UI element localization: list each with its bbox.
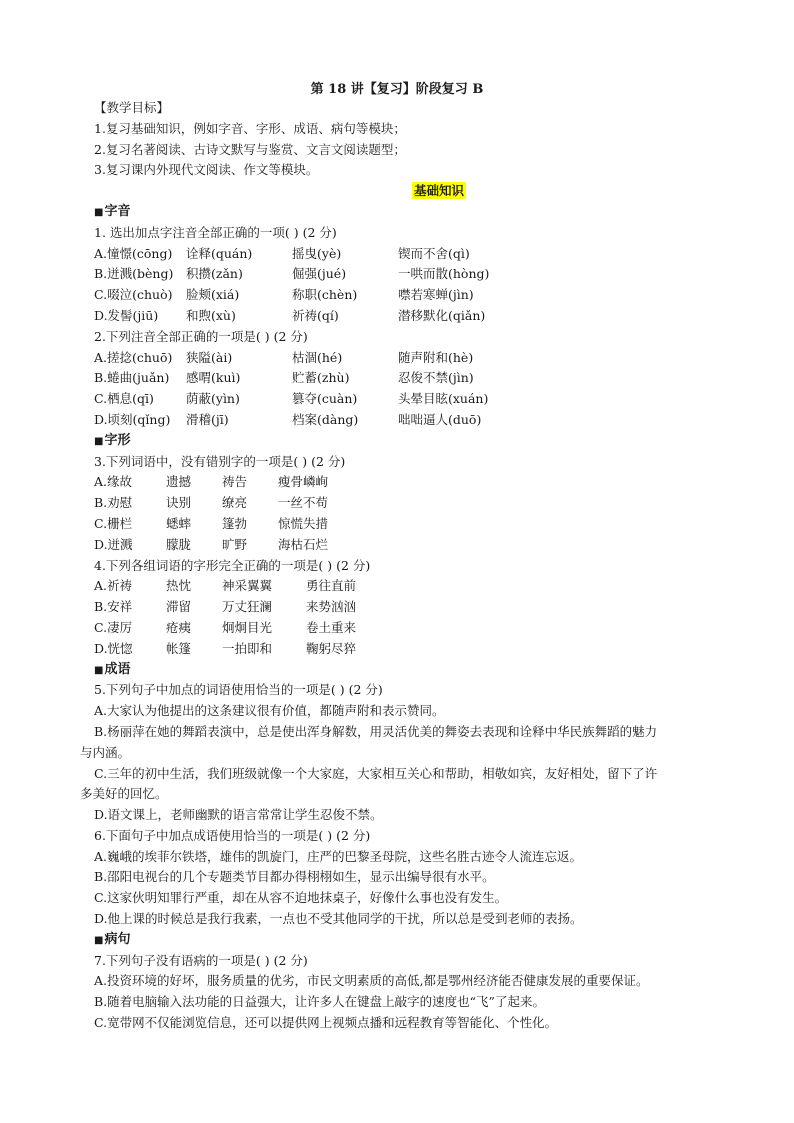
section-zixing <box>94 431 730 452</box>
question-stem: 6.下面句子中加点成语使用恰当的一项是( ) (2 分) <box>94 827 371 843</box>
objective-item: 1.复习基础知识，例如字音、字形、成语、病句等模块； <box>94 120 406 136</box>
option-cell: 来势汹汹 <box>306 599 357 615</box>
option-cell: 勇往直前 <box>306 578 357 594</box>
option-cell: 积攒(zǎn) <box>186 266 243 282</box>
option-cell: 卷土重来 <box>306 619 357 635</box>
option-text: B.随着电脑输入法功能的日益强大，让许多人在键盘上敲字的速度也“飞”了起来。 <box>94 994 545 1010</box>
section-title: 成语 <box>104 661 131 677</box>
option-cell: 祷告 <box>222 474 248 490</box>
option-row <box>94 285 730 306</box>
option-cell: 朦胧 <box>166 536 192 552</box>
option-text: A.巍峨的埃菲尔铁塔，雄伟的凯旋门，庄严的巴黎圣母院，这些名胜古迹令人流连忘返。 <box>94 848 583 864</box>
option-text: B.邵阳电视台的几个专题类节目都办得栩栩如生，显示出编导很有水平。 <box>94 869 495 885</box>
option-cell: 帐篷 <box>166 640 192 656</box>
option-row <box>94 618 730 639</box>
option-row <box>94 410 730 431</box>
option-cell: 篷勃 <box>222 515 248 531</box>
square-bullet-icon: ■ <box>94 206 104 218</box>
section-title: 字音 <box>104 203 131 219</box>
option-cell: B.迸溅(bèng) <box>94 266 174 282</box>
option-cell: 一丝不苟 <box>278 495 329 511</box>
option-cell: D.迸溅 <box>94 536 133 552</box>
option-cell: C.栅栏 <box>94 515 133 531</box>
option-row <box>94 244 730 265</box>
option-row <box>94 389 730 410</box>
option-row <box>94 472 730 493</box>
basic-knowledge-heading-row <box>94 181 730 202</box>
option-text-continued: 与内涵。 <box>80 744 131 760</box>
square-bullet-icon: ■ <box>94 664 104 676</box>
option-cell: 脸颊(xiá) <box>186 287 240 303</box>
basic-knowledge-heading: 基础知识 <box>413 183 464 199</box>
option-row <box>94 597 730 618</box>
option-cell: A.搓捻(chuō) <box>94 349 173 365</box>
objective-item: 2.复习名著阅读、古诗文默写与鉴赏、文言文阅读题型； <box>94 141 406 157</box>
option-cell: 一拍即和 <box>222 640 273 656</box>
section-title: 字形 <box>104 432 131 448</box>
option-cell: 炯炯目光 <box>222 619 273 635</box>
option-cell: 狭隘(ài) <box>186 349 233 365</box>
option-row <box>94 535 730 556</box>
question-stem: 3.下列词语中，没有错别字的一项是( ) (2 分) <box>94 453 346 469</box>
option-cell: 篡夺(cuàn) <box>292 391 358 407</box>
option-row <box>94 514 730 535</box>
option-cell: A.祈祷 <box>94 578 133 594</box>
option-text: B.杨丽萍在她的舞蹈表演中，总是使出浑身解数，用灵活优美的舞姿去表现和诠释中华民族舞蹈的魅力 <box>94 723 658 739</box>
option-row <box>94 348 730 369</box>
option-cell: 潜移默化(qiǎn) <box>398 307 486 323</box>
square-bullet-icon: ■ <box>94 934 104 946</box>
option-text: A.投资环境的好坏，服务质量的优劣，市民文明素质的高低,都是鄂州经济能否健康发展的重要保证。 <box>94 973 649 989</box>
option-cell: 滞留 <box>166 599 192 615</box>
option-cell: 诠释(quán) <box>186 245 253 261</box>
option-cell: 一哄而散(hòng) <box>398 266 490 282</box>
question-stem: 5.下列句子中加点的词语使用恰当的一项是( ) (2 分) <box>94 682 383 698</box>
option-row <box>94 493 730 514</box>
option-cell: 咄咄逼人(duō) <box>398 411 482 427</box>
option-row <box>94 264 730 285</box>
option-cell: 疮痍 <box>166 619 192 635</box>
option-cell: 旷野 <box>222 536 248 552</box>
option-text: C.这家伙明知罪行严重，却在从容不迫地抹桌子，好像什么事也没有发生。 <box>94 890 508 906</box>
question-stem: 1. 选出加点字注音全部正确的一项( ) (2 分) <box>94 224 337 240</box>
option-cell: 荫蔽(yìn) <box>186 391 240 407</box>
option-cell: 和煦(xù) <box>186 307 236 323</box>
objectives-header: 【教学目标】 <box>94 100 170 115</box>
option-cell: 诀别 <box>166 495 192 511</box>
option-cell: 海枯石烂 <box>278 536 329 552</box>
option-cell: 摇曳(yè) <box>292 245 342 261</box>
option-cell: A.缘故 <box>94 474 133 490</box>
option-cell: 祈祷(qí) <box>292 307 339 323</box>
option-cell: D.发髻(jiū) <box>94 307 159 323</box>
option-text: C.宽带网不仅能浏览信息，还可以提供网上视频点播和远程教育等智能化、个性化。 <box>94 1015 558 1031</box>
option-text: A.大家认为他提出的这条建议很有价值，都随声附和表示赞同。 <box>94 703 445 719</box>
option-text: C.三年的初中生活，我们班级就像一个大家庭，大家相互关心和帮助，相敬如宾，友好相处，留下了许 <box>94 765 658 781</box>
option-text: D.语文课上，老师幽默的语言常常让学生忍俊不禁。 <box>94 807 383 823</box>
option-row <box>94 639 730 660</box>
option-row <box>94 576 730 597</box>
option-cell: B.蜷曲(juǎn) <box>94 370 170 386</box>
section-ziyin <box>94 202 730 223</box>
option-cell: 万丈狂澜 <box>222 599 273 615</box>
option-cell: C.啜泣(chuò) <box>94 287 173 303</box>
option-text: D.他上课的时候总是我行我素，一点也不受其他同学的干扰，所以总是受到老师的表扬。 <box>94 911 583 927</box>
option-cell: 称职(chèn) <box>292 287 358 303</box>
option-cell: 蟋蟀 <box>166 515 192 531</box>
option-row <box>94 368 730 389</box>
option-cell: B.劝慰 <box>94 495 133 511</box>
option-cell: 头晕目眩(xuán) <box>398 391 489 407</box>
question-stem: 2.下列注音全部正确的一项是( ) (2 分) <box>94 328 308 344</box>
option-cell: 档案(dàng) <box>292 411 359 427</box>
question-stem: 4.下列各组词语的字形完全正确的一项是( ) (2 分) <box>94 557 371 573</box>
question-stem: 7.下列句子没有语病的一项是( ) (2 分) <box>94 952 308 968</box>
section-bingju <box>94 930 730 951</box>
option-cell: D.顷刻(qǐng) <box>94 411 171 427</box>
option-cell: A.憧憬(cōng) <box>94 245 173 261</box>
option-cell: 噤若寒蝉(jìn) <box>398 287 474 303</box>
option-cell: C.凄厉 <box>94 619 133 635</box>
option-cell: 滑稽(jī) <box>186 411 229 427</box>
option-cell: 遗撼 <box>166 474 192 490</box>
option-cell: 缭亮 <box>222 495 248 511</box>
square-bullet-icon: ■ <box>94 435 104 447</box>
option-cell: 瘦骨嶙峋 <box>278 474 329 490</box>
option-cell: 神采翼翼 <box>222 578 273 594</box>
option-row <box>94 306 730 327</box>
option-cell: 忍俊不禁(jìn) <box>398 370 474 386</box>
section-chengyu <box>94 660 730 681</box>
option-cell: 贮蓄(zhù) <box>292 370 350 386</box>
option-cell: C.栖息(qī) <box>94 391 154 407</box>
objective-item: 3.复习课内外现代文阅读、作文等模块。 <box>94 162 319 178</box>
option-cell: 锲而不舍(qì) <box>398 245 470 261</box>
option-cell: 随声附和(hè) <box>398 349 474 365</box>
page-title: 第 18 讲【复习】阶段复习 B <box>310 82 484 97</box>
section-title: 病句 <box>104 931 131 947</box>
option-cell: 枯涸(hé) <box>292 349 343 365</box>
option-cell: D.恍惚 <box>94 640 133 656</box>
option-cell: 鞠躬尽猝 <box>306 640 357 656</box>
option-cell: 热忱 <box>166 578 192 594</box>
option-cell: B.安祥 <box>94 599 133 615</box>
option-cell: 惊慌失措 <box>278 515 329 531</box>
option-cell: 感喟(kuì) <box>186 370 241 386</box>
document-body <box>80 98 730 1034</box>
option-cell: 倔强(jué) <box>292 266 347 282</box>
option-text-continued: 多美好的回忆。 <box>80 786 168 802</box>
